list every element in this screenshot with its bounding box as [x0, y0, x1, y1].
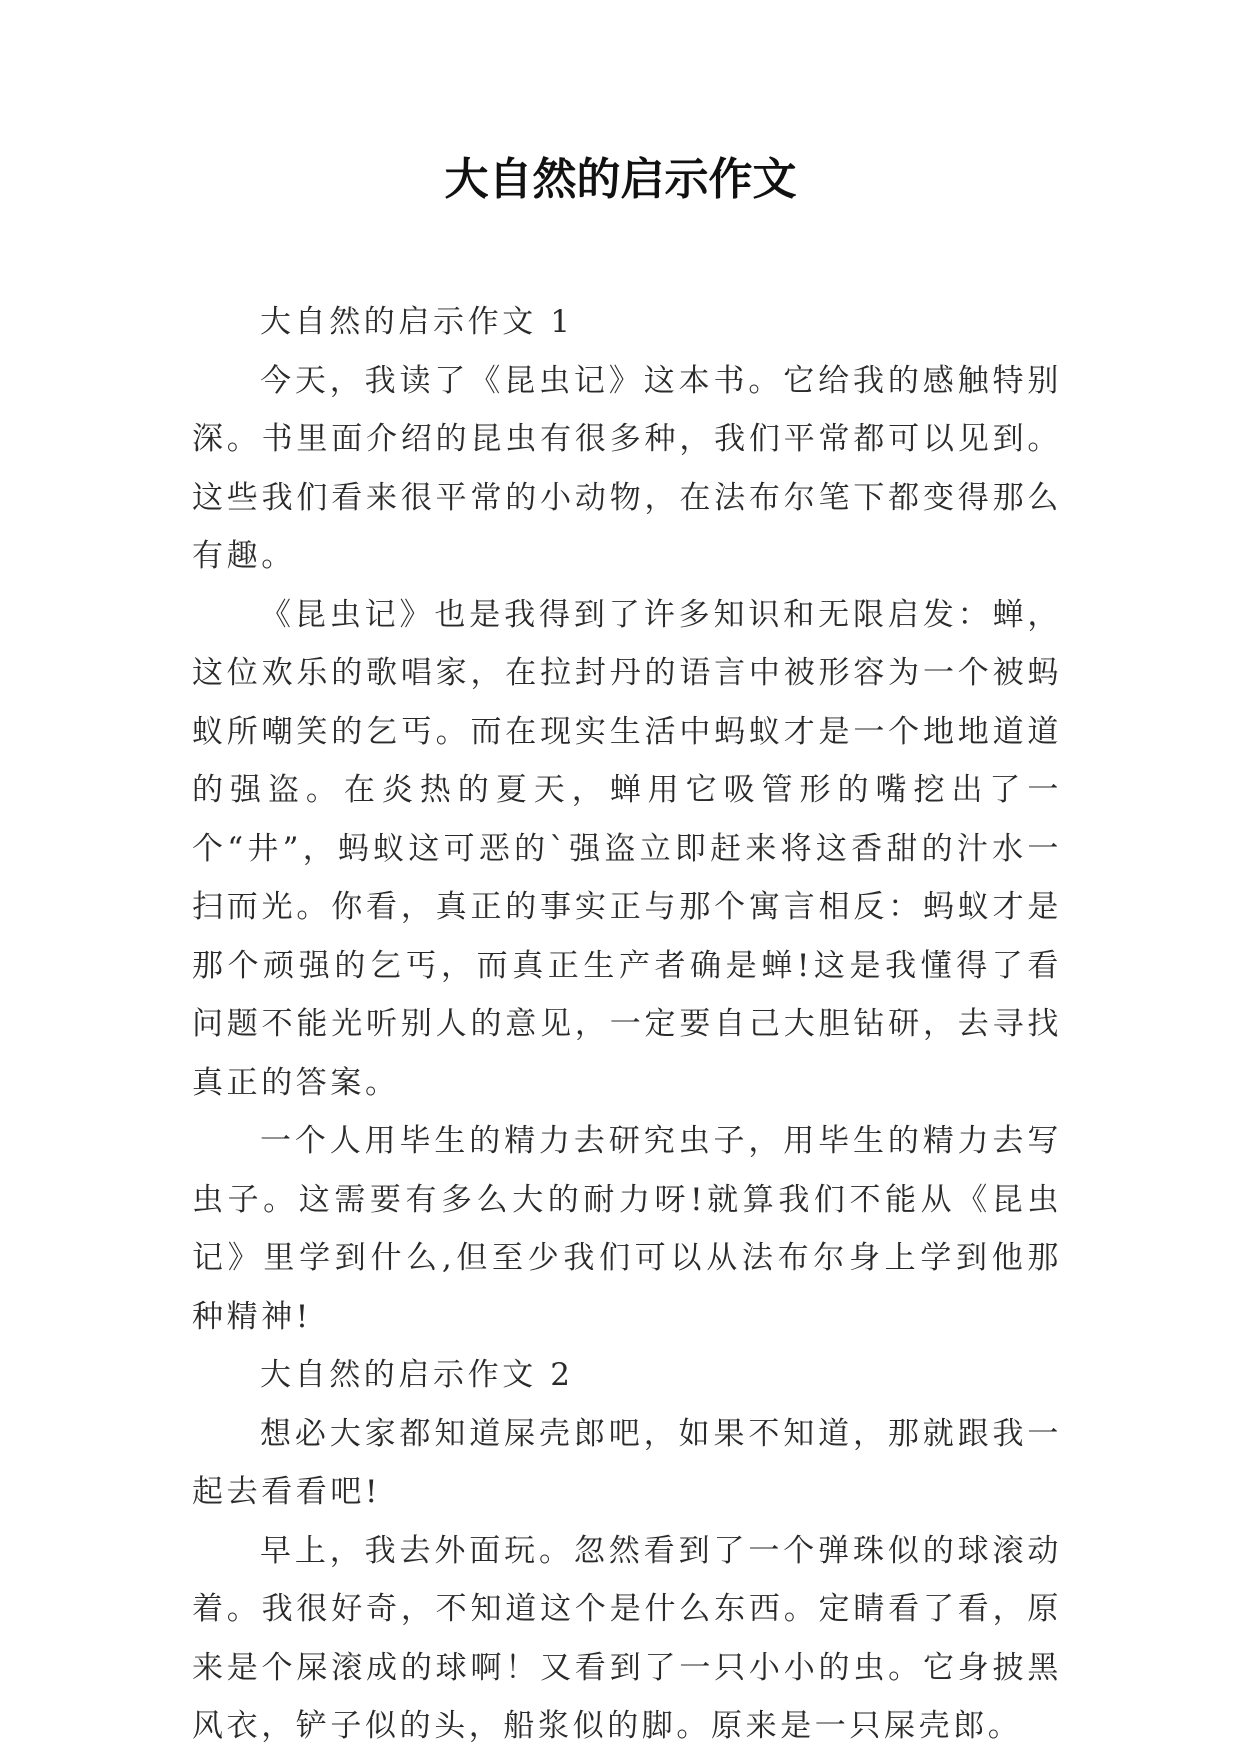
paragraph: 一个人用毕生的精力去研究虫子，用毕生的精力去写虫子。这需要有多么大的耐力呀!就算我们不能从《昆虫记》里学到什么,但至少我们可以从法布尔身上学到他那种精神! — [192, 1123, 1062, 1335]
section-heading-1: 大自然的启示作文 1 — [260, 304, 574, 340]
paragraph: 今天，我读了《昆虫记》这本书。它给我的感触特别深。书里面介绍的昆虫有很多种，我们平常都可以见到。这些我们看来很平常的小动物，在法布尔笔下都变得那么有趣。 — [192, 362, 1062, 574]
paragraph: 早上，我去外面玩。忽然看到了一个弹珠似的球滚动着。我很好奇，不知道这个是什么东西。定睛看了看，原来是个屎滚成的球啊！又看到了一只小小的虫。它身披黑风衣，铲子似的头，船浆似的脚。原来是一只屎壳郎。 — [192, 1532, 1062, 1744]
section-heading-2: 大自然的启示作文 2 — [260, 1357, 574, 1393]
paragraph: 《昆虫记》也是我得到了许多知识和无限启发：蝉，这位欢乐的歌唱家，在拉封丹的语言中被形容为一个被蚂蚁所嘲笑的乞丐。而在现实生活中蚂蚁才是一个地地道道的强盗。在炎热的夏天，蝉用它吸管形的嘴挖出了一个“井”，蚂蚁这可恶的`强盗立即赶来将这香甜的汁水一扫而光。你看，真正的事实正与那个寓言相反：蚂蚁才是那个顽强的乞丐，而真正生产者确是蝉!这是我懂得了看问题不能光听别人的意见，一定要自己大胆钻研，去寻找真正的答案。 — [192, 596, 1062, 1101]
paragraph: 想必大家都知道屎壳郎吧，如果不知道，那就跟我一起去看看吧! — [192, 1415, 1062, 1510]
document-body — [192, 293, 1062, 1756]
document-title: 大自然的启示作文 — [444, 154, 797, 205]
